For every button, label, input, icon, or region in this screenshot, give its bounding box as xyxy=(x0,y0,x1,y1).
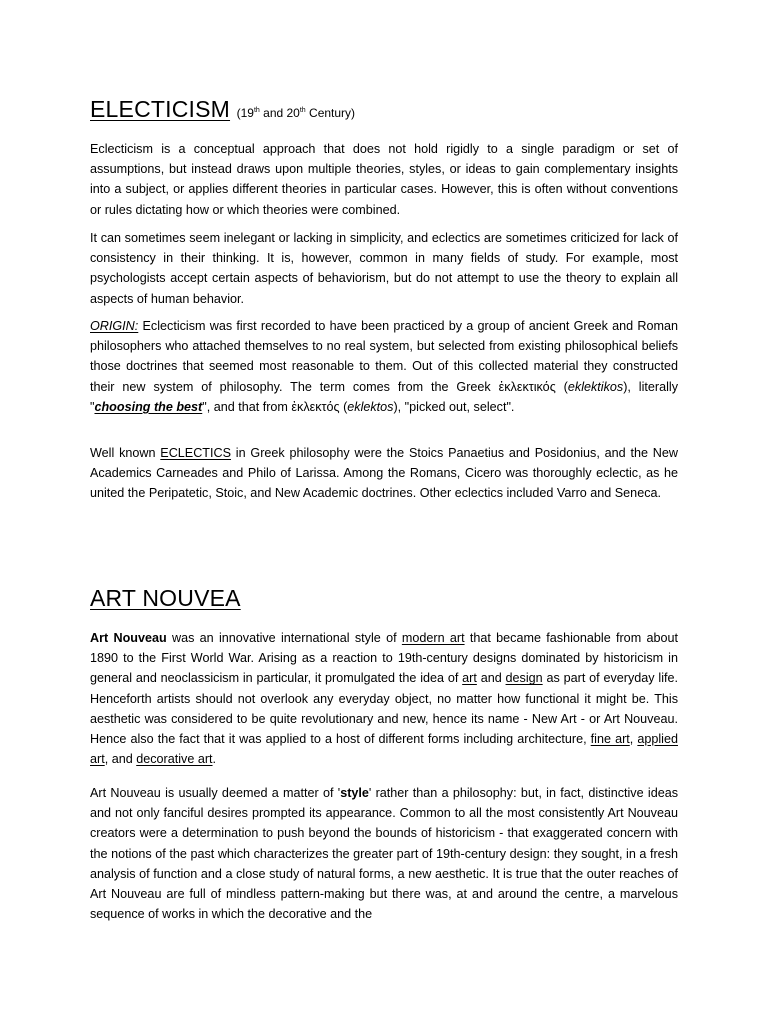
paragraph-eclectics: Well known ECLECTICS in Greek philosophy were the Stoics Panaetius and Posidonius, and the New Academics Carneades and Philo of Larissa. Among the Romans, Cicero was thoroughly eclectic, as he united the Peripatetic, Stoic, and New Academic doctrines. Other eclectics included Varro and Seneca. xyxy=(90,446,678,501)
eclectics-link[interactable]: ECLECTICS xyxy=(160,446,231,460)
choosing-the-best-phrase: choosing the best xyxy=(94,399,203,414)
decorative-art-link[interactable]: decorative art xyxy=(136,752,213,767)
fine-art-link[interactable]: fine art xyxy=(590,732,630,747)
heading-title: ART NOUVEA xyxy=(90,585,241,611)
heading-subtitle: (19th and 20th Century) xyxy=(236,106,356,120)
section-heading-art-nouveau xyxy=(90,584,241,612)
paragraph-origin: ORIGIN: Eclecticism was first recorded to have been practiced by a group of ancient Greek and Roman philosophers who attached themselves to no real system, but selected from existing philosophical beliefs those doctrines that seemed most reasonable to them. Out of this collected material they constructed their new system of philosophy. The term comes from the Greek ἐκλεκτικός (eklektikos), literally "choosing the best", and that from ἐκλεκτός (eklektos), "picked out, select". xyxy=(90,319,678,414)
paragraph-criticism: It can sometimes seem inelegant or lacking in simplicity, and eclectics are sometimes criticized for lack of consistency in their thinking. It is, however, common in many fields of study. For example, most psychologists accept certain aspects of behaviorism, but do not attempt to use the theory to explain all aspects of human behavior. xyxy=(90,231,678,306)
modern-art-link[interactable]: modern art xyxy=(401,631,465,645)
paragraph-art-nouveau-style: Art Nouveau is usually deemed a matter of 'style' rather than a philosophy: but, in fact, distinctive ideas and not only fanciful desires prompted its appearance. Common to all the most consistently Art Nouveau creators were a determination to push beyond the bounds of historicism - that exaggerated concern with the notions of the past which characterizes the greater part of 19th-century design: they sought, in a fresh analysis of function and a close study of natural forms, a new aesthetic. It is true that the outer reaches of Art Nouveau are full of mindless pattern-making but there was, at and around the centre, a marvelous sequence of works in which the decorative and the xyxy=(90,786,678,922)
heading-title: ELECTICISM xyxy=(90,96,231,122)
section-heading-eclecticism xyxy=(90,95,355,127)
art-link[interactable]: art xyxy=(462,671,477,686)
origin-label: ORIGIN: xyxy=(90,319,139,333)
applied-art-link[interactable]: applied art xyxy=(90,732,678,767)
paragraph-definition: Eclecticism is a conceptual approach that does not hold rigidly to a single paradigm or set of assumptions, but instead draws upon multiple theories, styles, or ideas to gain complementary insights into a subject, or applies different theories in particular cases. However, this is often without conventions or rules dictating how or which theories were combined. xyxy=(90,142,678,217)
design-link[interactable]: design xyxy=(505,671,543,686)
paragraph-art-nouveau-intro: Art Nouveau was an innovative international style of modern art that became fashionable from about 1890 to the First World War. Arising as a reaction to 19th-century designs dominated by historicism in general and neoclassicism in particular, it promulgated the idea of art and design as part of everyday life. Henceforth artists should not overlook any everyday object, no matter how functional it might be. This aesthetic was considered to be quite revolutionary and new, hence its name - New Art - or Art Nouveau. Hence also the fact that it was applied to a host of different forms including architecture, fine art, applied art, and decorative art. xyxy=(90,631,678,767)
